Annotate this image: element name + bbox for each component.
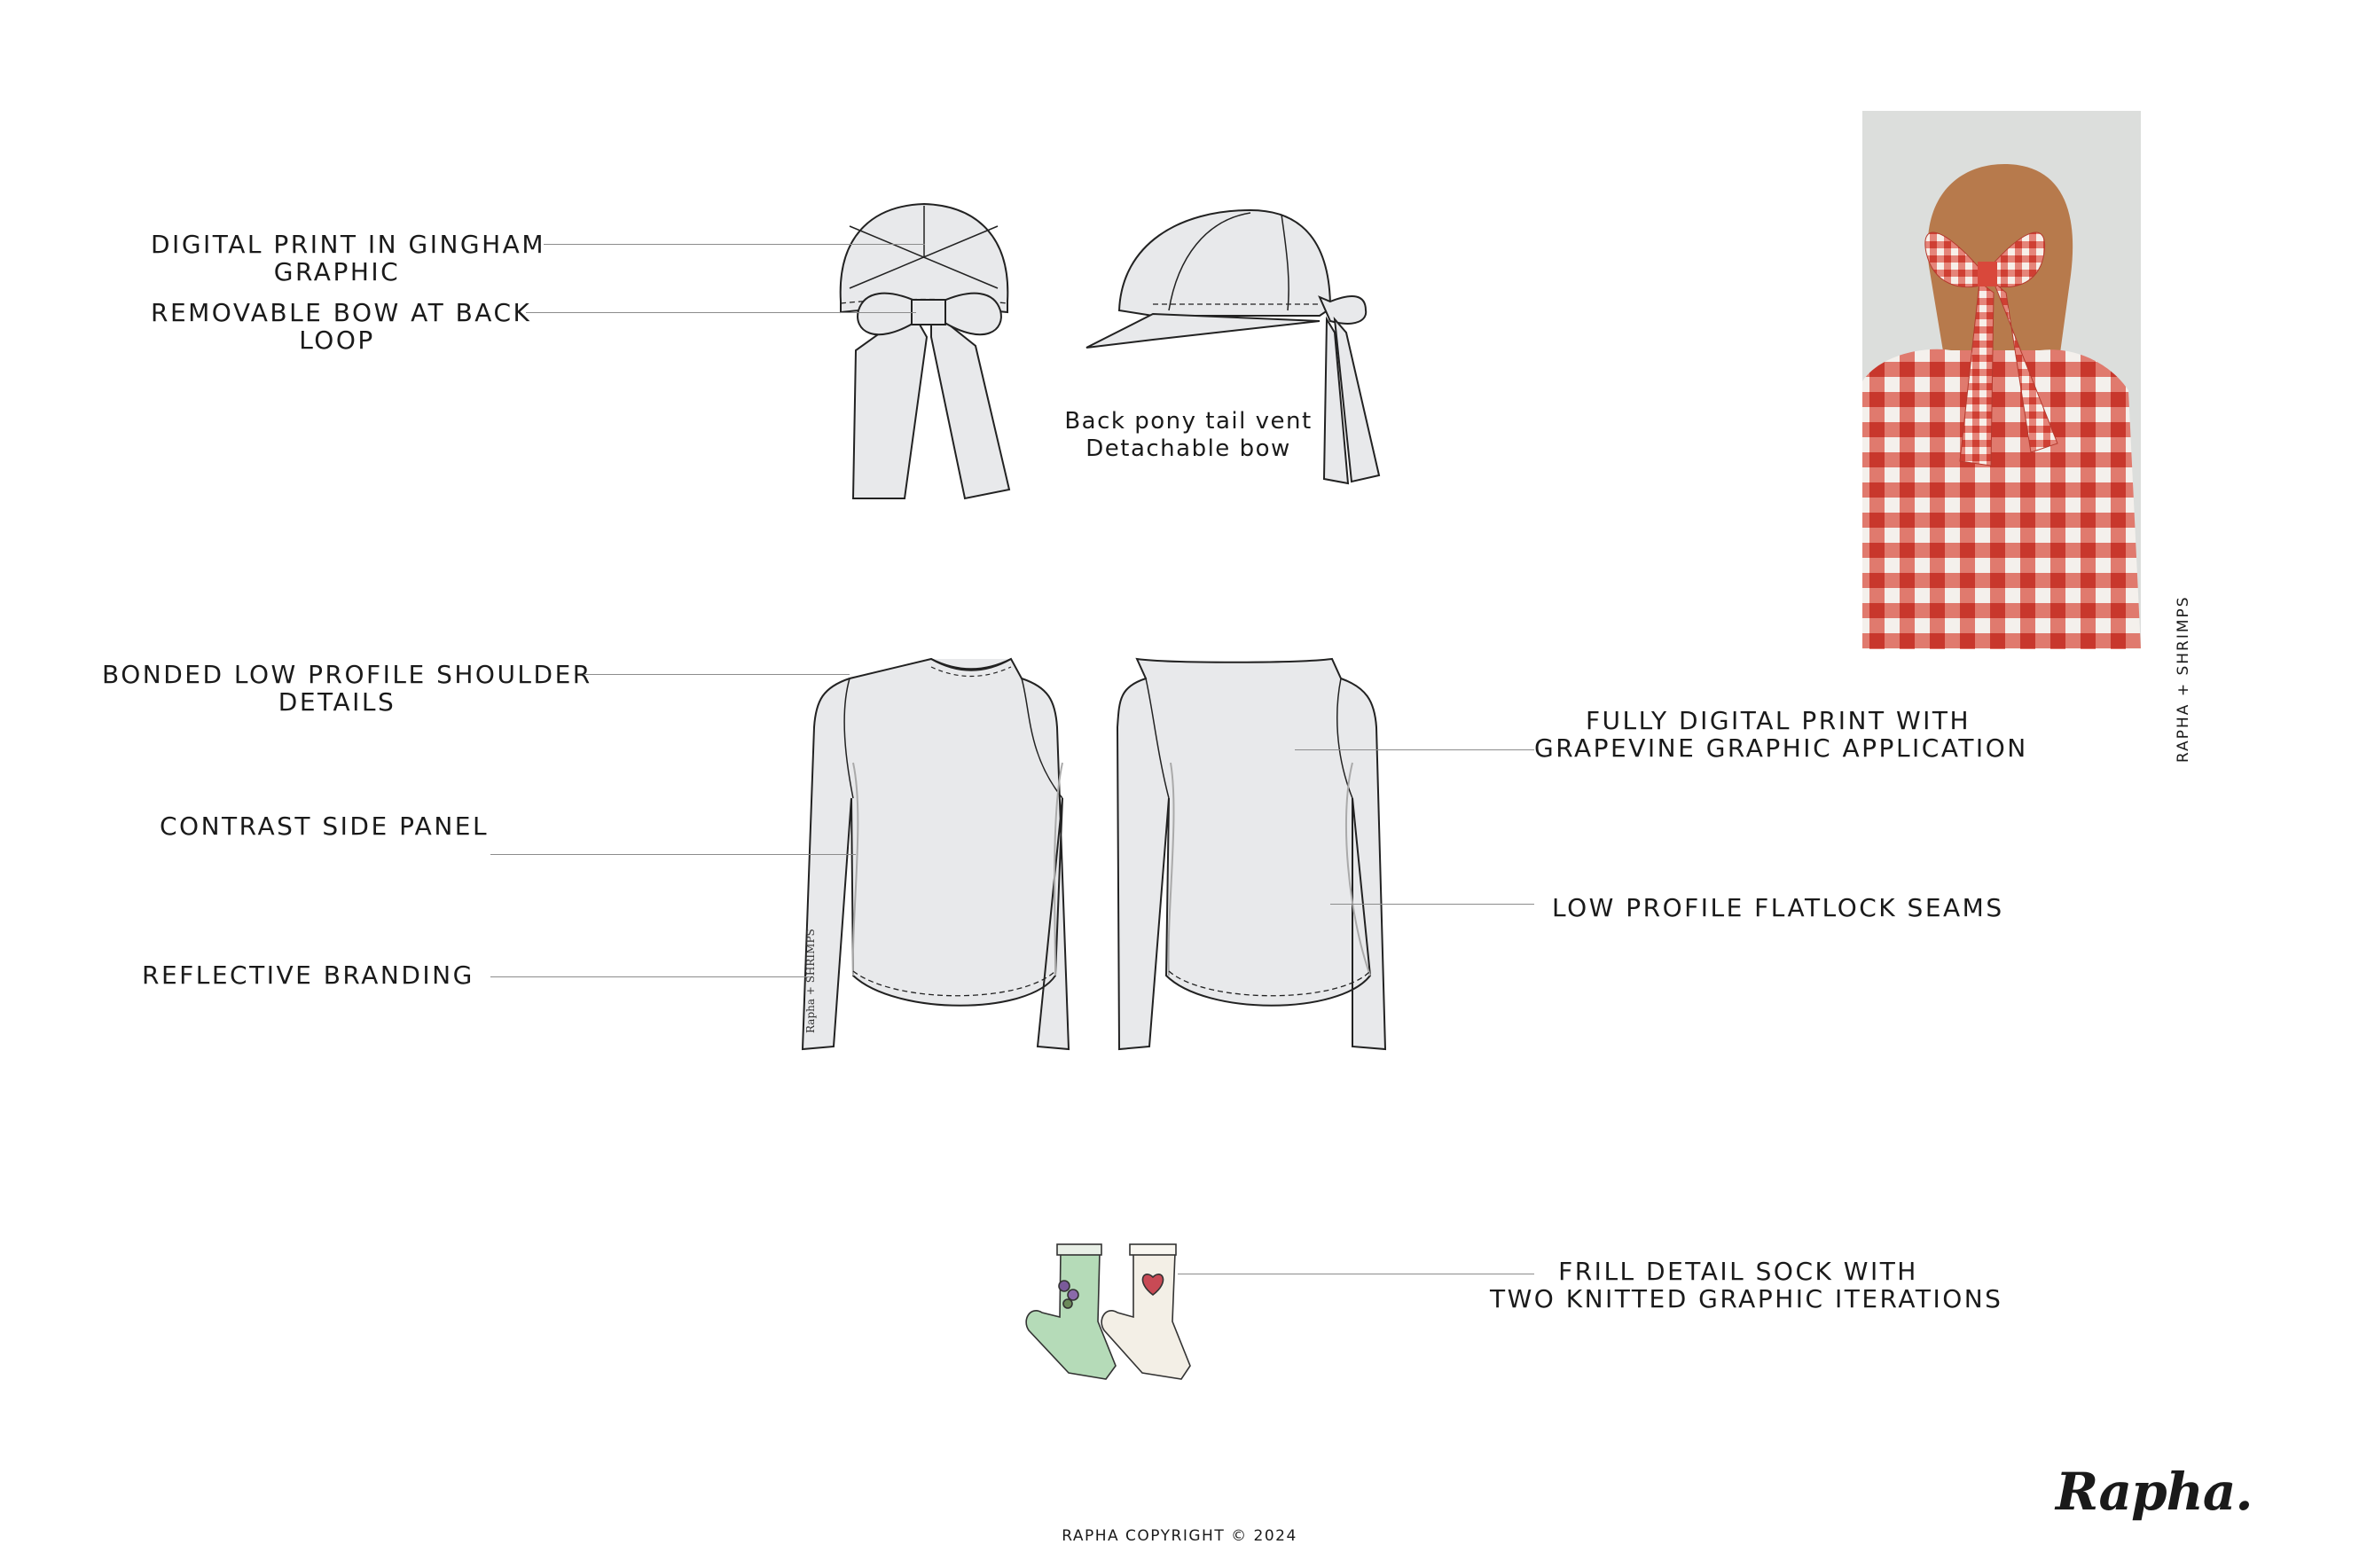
callout-gingham-print xyxy=(151,230,545,286)
callout-bow-line-1: REMOVABLE BOW AT BACK xyxy=(151,298,532,327)
leader-flatlock xyxy=(1330,904,1534,905)
product-photo xyxy=(1862,111,2141,649)
callout-sock-line-1: FRILL DETAIL SOCK WITH xyxy=(1558,1257,1918,1286)
callout-gingham-line-2: GRAPHIC xyxy=(273,257,401,286)
callout-gingham-line-1: DIGITAL PRINT IN GINGHAM xyxy=(151,230,545,259)
leader-reflective xyxy=(490,976,810,977)
leader-digital-print xyxy=(1295,749,1534,750)
leader-side-panel xyxy=(490,854,856,855)
sleeve-reflective-branding: Rapha + SHRIMPS xyxy=(804,929,817,1033)
callout-shoulder-line-2: DETAILS xyxy=(278,687,396,717)
cap-note xyxy=(1046,408,1330,463)
callout-removable-bow xyxy=(151,298,532,355)
cap-note-line-2: Detachable bow xyxy=(1085,435,1291,462)
sock-cream xyxy=(1101,1244,1190,1379)
leader-shoulder xyxy=(584,674,850,675)
callout-bow-line-2: LOOP xyxy=(299,325,375,355)
copyright-footer: RAPHA COPYRIGHT © 2024 xyxy=(1062,1527,1297,1545)
callout-sock-line-2: TWO KNITTED GRAPHIC ITERATIONS xyxy=(1490,1284,2003,1313)
cap-note-line-1: Back pony tail vent xyxy=(1064,408,1313,435)
callout-flatlock-seams: LOW PROFILE FLATLOCK SEAMS xyxy=(1552,893,2004,922)
callout-bonded-shoulder xyxy=(102,660,592,717)
collab-side-label: RAPHA + SHRIMPS xyxy=(2175,595,2192,763)
callout-frill-sock xyxy=(1490,1257,2003,1313)
callout-digital-print-line-1: FULLY DIGITAL PRINT WITH xyxy=(1585,706,1971,735)
callout-digital-print xyxy=(1534,706,2028,763)
sock-green xyxy=(1026,1244,1116,1379)
rapha-logo: Rapha. xyxy=(2056,1462,2253,1522)
cap-back-view xyxy=(841,204,1009,498)
leader-gingham xyxy=(544,244,925,245)
callout-reflective-branding: REFLECTIVE BRANDING xyxy=(142,960,474,990)
callout-contrast-side-panel: CONTRAST SIDE PANEL xyxy=(160,811,490,841)
jersey-back-view xyxy=(1117,659,1385,1049)
callout-digital-print-line-2: GRAPEVINE GRAPHIC APPLICATION xyxy=(1534,733,2028,763)
leader-bow xyxy=(526,312,916,313)
callout-shoulder-line-1: BONDED LOW PROFILE SHOULDER xyxy=(102,660,592,689)
